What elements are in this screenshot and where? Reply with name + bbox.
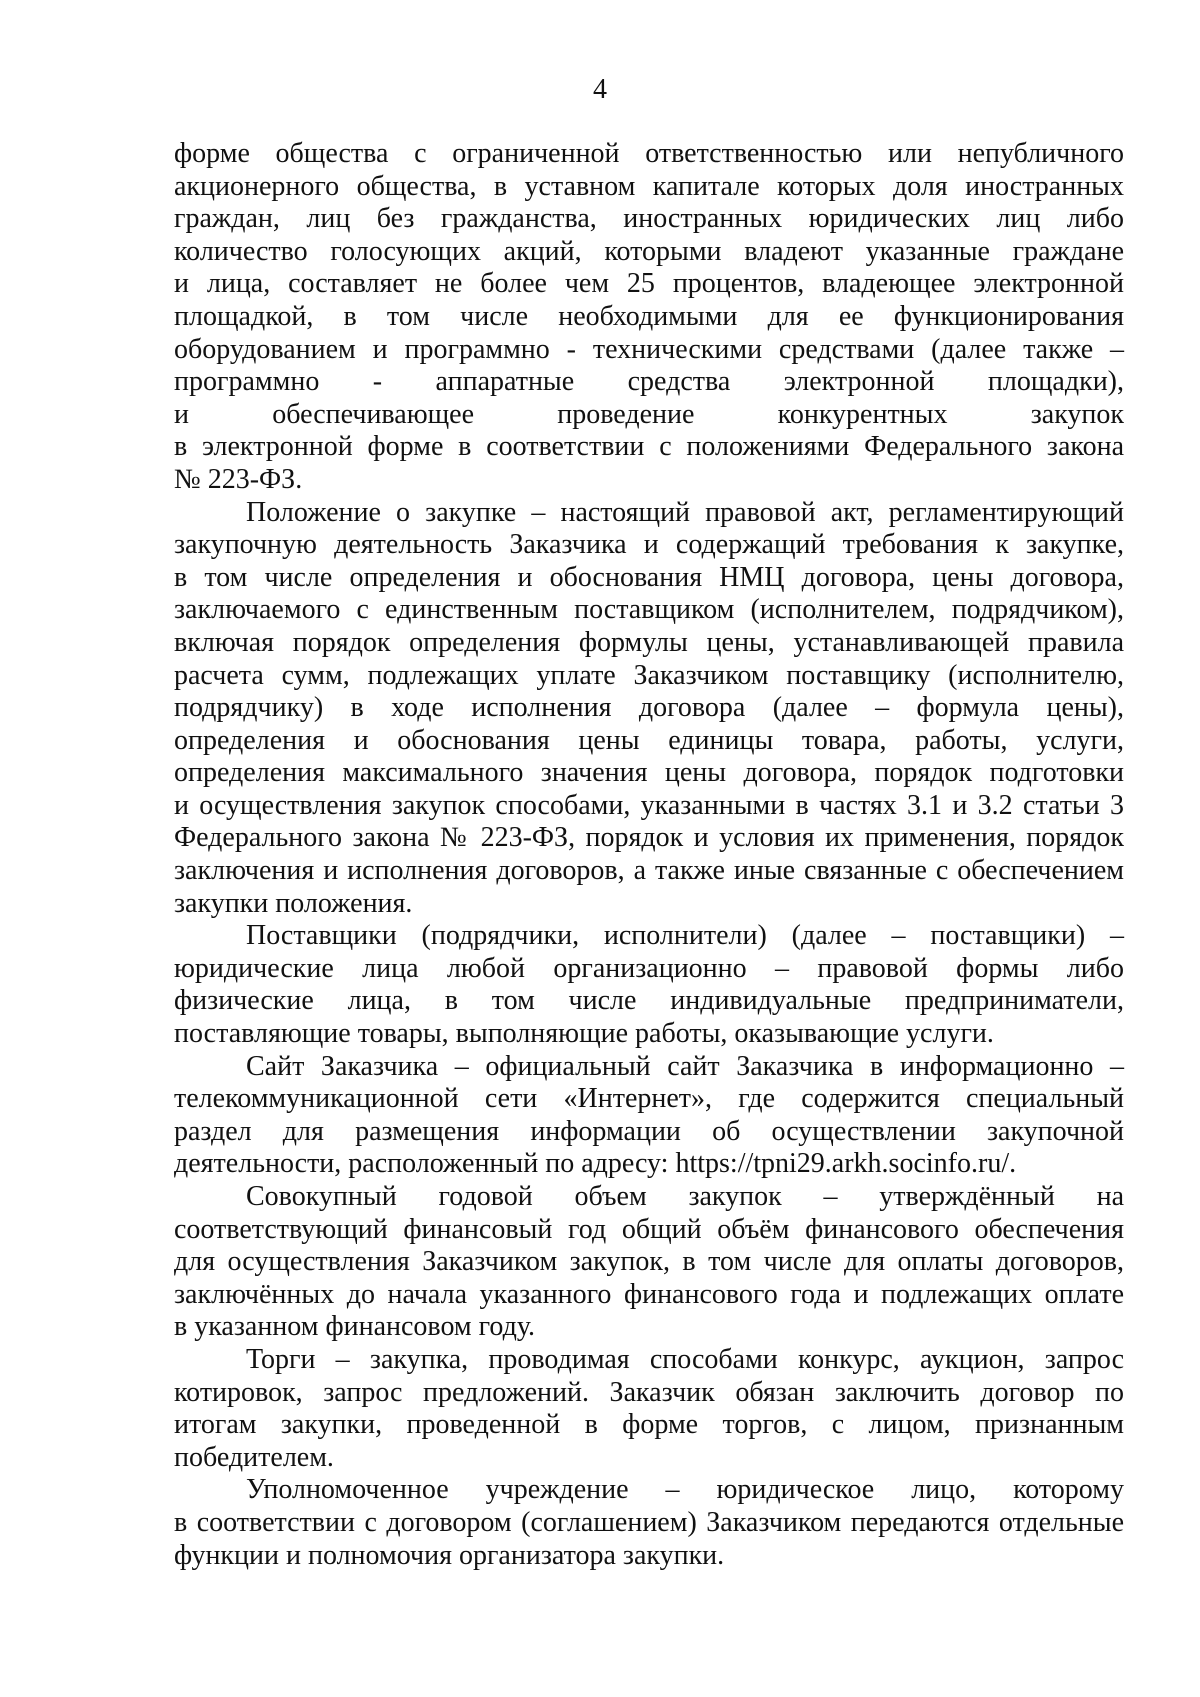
text-line: Поставщики (подрядчики, исполнители) (далее – поставщики) – (246, 920, 1124, 952)
text-line: расчета сумм, подлежащих уплате Заказчиком поставщику (исполнителю, (174, 659, 1124, 691)
text-line: закупочную деятельность Заказчика и содержащий требования к закупке, (174, 529, 1124, 561)
text-line: количество голосующих акций, которыми владеют указанные граждане (174, 235, 1124, 267)
text-line: в указанном финансовом году. (174, 1311, 536, 1343)
text-line: Федерального закона № 223-ФЗ, порядок и условия их применения, порядок (174, 822, 1124, 854)
text-line: граждан, лиц без гражданства, иностранных юридических лиц либо (174, 203, 1124, 235)
text-line: для осуществления Заказчиком закупок, в том числе для оплаты договоров, (174, 1246, 1124, 1278)
paragraph (174, 138, 1124, 497)
text-line: победителем. (174, 1441, 334, 1473)
text-line: Положение о закупке – настоящий правовой акт, регламентирующий (246, 496, 1124, 528)
text-line: в электронной форме в соответствии с положениями Федерального закона (174, 431, 1124, 463)
text-line: закупки положения. (174, 887, 413, 919)
paragraph (174, 497, 1124, 921)
text-line: форме общества с ограниченной ответственностью или непубличного (174, 138, 1124, 169)
paragraph (174, 1344, 1124, 1474)
text-line: поставляющие товары, выполняющие работы, оказывающие услуги. (174, 1018, 994, 1050)
text-line: физические лица, в том числе индивидуальные предприниматели, (174, 985, 1124, 1017)
text-line: итогам закупки, проведенной в форме торгов, с лицом, признанным (174, 1409, 1124, 1441)
text-line: программно - аппаратные средства электронной площадки), (174, 366, 1124, 398)
text-line: № 223-ФЗ. (174, 463, 303, 495)
text-line: в соответствии с договором (соглашением) Заказчиком передаются отдельные (174, 1506, 1124, 1538)
text-line: соответствующий финансовый год общий объём финансового обеспечения (174, 1213, 1124, 1245)
text-line: определения и обоснования цены единицы товара, работы, услуги, (174, 724, 1124, 756)
text-line: и осуществления закупок способами, указанными в частях 3.1 и 3.2 статьи 3 (174, 789, 1124, 821)
text-line: и лица, составляет не более чем 25 процентов, владеющее электронной (174, 268, 1124, 300)
text-line: заключаемого с единственным поставщиком (исполнителем, подрядчиком), (174, 594, 1124, 626)
document-body (174, 138, 1124, 1572)
paragraph (174, 1474, 1124, 1572)
text-line: площадкой, в том числе необходимыми для ее функционирования (174, 300, 1124, 332)
text-line: функции и полномочия организатора закупки. (174, 1539, 725, 1571)
text-line: включая порядок определения формулы цены, устанавливающей правила (174, 626, 1124, 658)
text-line: котировок, запрос предложений. Заказчик обязан заключить договор по (174, 1376, 1124, 1408)
paragraph (174, 920, 1124, 1050)
text-line: Совокупный годовой объем закупок – утверждённый на (246, 1181, 1124, 1212)
text-line: раздел для размещения информации об осуществлении закупочной (174, 1115, 1124, 1147)
page-number: 4 (593, 74, 607, 105)
text-line: оборудованием и программно - техническими средствами (далее также – (174, 333, 1124, 365)
text-line: Торги – закупка, проводимая способами конкурс, аукцион, запрос (246, 1343, 1124, 1375)
text-line: подрядчику) в ходе исполнения договора (далее – формула цены), (174, 692, 1124, 724)
text-line: заключённых до начала указанного финансового года и подлежащих оплате (174, 1278, 1124, 1310)
text-line: заключения и исполнения договоров, а также иные связанные с обеспечением (174, 855, 1124, 887)
text-line: юридические лица любой организационно – правовой формы либо (174, 952, 1124, 984)
paragraph (174, 1181, 1124, 1344)
text-line: Уполномоченное учреждение – юридическое лицо, которому (246, 1474, 1124, 1506)
text-line: деятельности, расположенный по адресу: https://tpni29.arkh.socinfo.ru/. (174, 1148, 1017, 1180)
text-line: в том числе определения и обоснования НМЦ договора, цены договора, (174, 561, 1124, 593)
text-line: и обеспечивающее проведение конкурентных закупок (174, 398, 1124, 430)
text-line: телекоммуникационной сети «Интернет», где содержится специальный (174, 1083, 1124, 1115)
paragraph (174, 1051, 1124, 1181)
text-line: акционерного общества, в уставном капитале которых доля иностранных (174, 170, 1124, 202)
text-line: Сайт Заказчика – официальный сайт Заказчика в информационно – (246, 1050, 1124, 1082)
text-line: определения максимального значения цены договора, порядок подготовки (174, 757, 1124, 789)
